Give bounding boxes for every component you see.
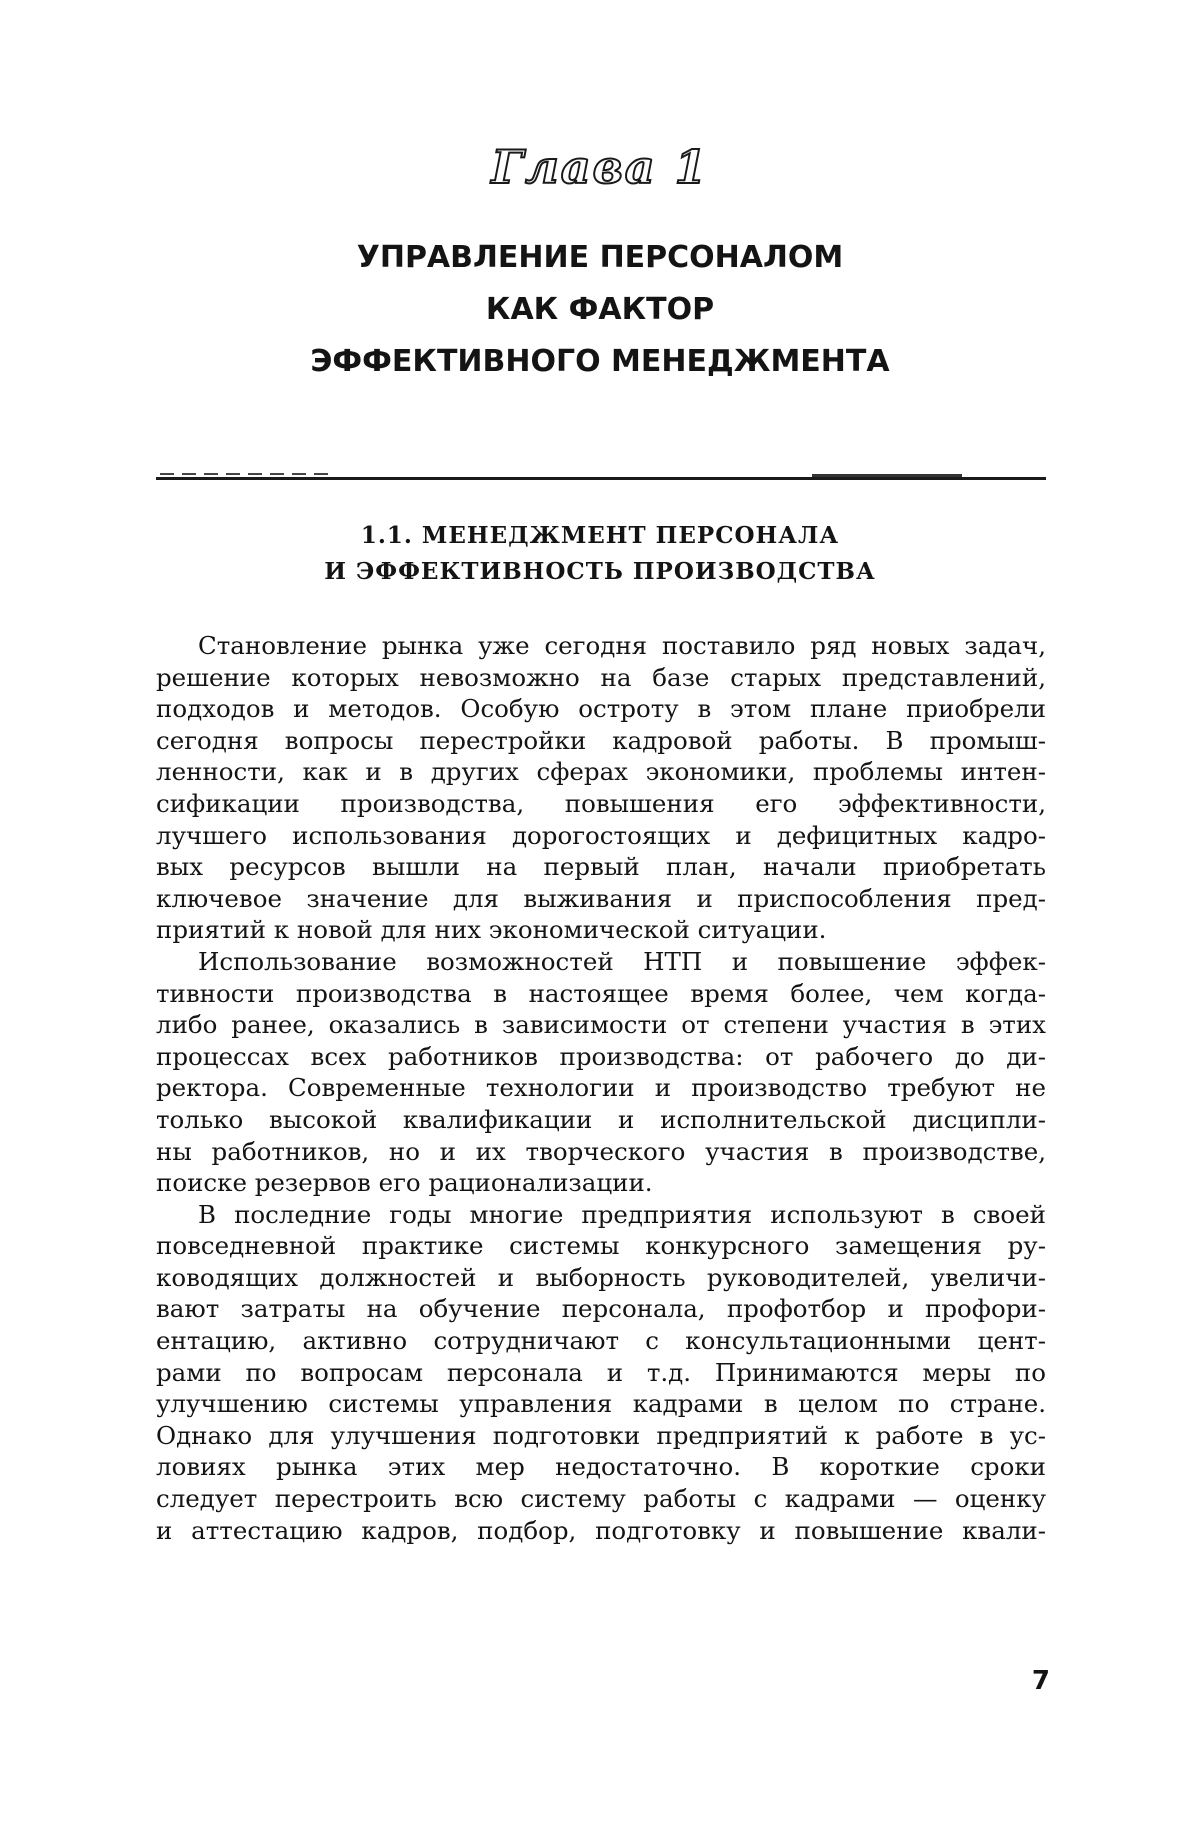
section-title-line: И ЭФФЕКТИВНОСТЬ ПРОИЗВОДСТВА <box>324 558 876 585</box>
text-line: ленности, как и в других сферах экономики, проблемы интен- <box>156 757 1046 787</box>
text-line: повседневной практике системы конкурсного замещения ру- <box>156 1231 1046 1261</box>
chapter-label: Глава 1 <box>491 140 709 194</box>
text-line: подходов и методов. Особую остроту в этом плане приобрели <box>156 694 1046 724</box>
body-text <box>156 630 1046 1546</box>
text-line: следует перестроить всю систему работы с кадрами — оценку <box>156 1484 1046 1514</box>
text-line: улучшению системы управления кадрами в целом по стране. <box>156 1389 1046 1419</box>
text-line: ны работников, но и их творческого участия в производстве, <box>156 1136 1046 1166</box>
text-line: вых ресурсов вышли на первый план, начали приобретать <box>156 852 1046 882</box>
text-line: приятий к новой для них экономической ситуации. <box>156 915 827 945</box>
text-line: рами по вопросам персонала и т.д. Принимаются меры по <box>156 1357 1046 1387</box>
text-line: Становление рынка уже сегодня поставило ряд новых задач, <box>198 631 1046 660</box>
text-line: вают затраты на обучение персонала, профотбор и профори- <box>156 1294 1046 1324</box>
text-line: тивности производства в настоящее время более, чем когда- <box>156 978 1046 1008</box>
text-line: ловиях рынка этих мер недостаточно. В короткие сроки <box>156 1452 1046 1482</box>
text-line: ключевое значение для выживания и приспособления пред- <box>156 883 1046 913</box>
text-line: процессах всех работников производства: от рабочего до ди- <box>156 1041 1046 1071</box>
text-line: Использование возможностей НТП и повышение эффек- <box>198 946 1046 976</box>
chapter-title-line: КАК ФАКТОР <box>485 292 715 327</box>
text-line: лучшего использования дорогостоящих и дефицитных кадро- <box>156 820 1046 850</box>
page-number: 7 <box>1031 1666 1050 1696</box>
divider-accent <box>160 473 330 475</box>
text-line: В последние годы многие предприятия используют в своей <box>198 1199 1046 1229</box>
section-divider <box>156 477 1046 480</box>
section-title <box>0 518 1200 590</box>
chapter-title-line: ЭФФЕКТИВНОГО МЕНЕДЖМЕНТА <box>310 344 890 379</box>
text-line: сегодня вопросы перестройки кадровой работы. В промыш- <box>156 725 1046 755</box>
section-title-line: 1.1. МЕНЕДЖМЕНТ ПЕРСОНАЛА <box>360 522 840 549</box>
text-line: либо ранее, оказались в зависимости от степени участия в этих <box>156 1010 1046 1040</box>
text-line: Однако для улучшения подготовки предприятий к работе в ус- <box>156 1420 1046 1450</box>
text-line: сификации производства, повышения его эффективности, <box>156 788 1046 818</box>
text-line: решение которых невозможно на базе старых представлений, <box>156 662 1046 692</box>
text-line: ентацию, активно сотрудничают с консультационными цент- <box>156 1326 1046 1356</box>
chapter-title <box>0 232 1200 388</box>
text-line: и аттестацию кадров, подбор, подготовку и повышение квали- <box>156 1515 1046 1545</box>
chapter-title-line: УПРАВЛЕНИЕ ПЕРСОНАЛОМ <box>356 240 844 275</box>
text-line: только высокой квалификации и исполнительской дисципли- <box>156 1104 1046 1134</box>
text-line: ректора. Современные технологии и производство требуют не <box>156 1073 1046 1103</box>
text-line: поиске резервов его рационализации. <box>156 1168 653 1198</box>
text-line: ководящих должностей и выборность руководителей, увеличи- <box>156 1262 1046 1292</box>
